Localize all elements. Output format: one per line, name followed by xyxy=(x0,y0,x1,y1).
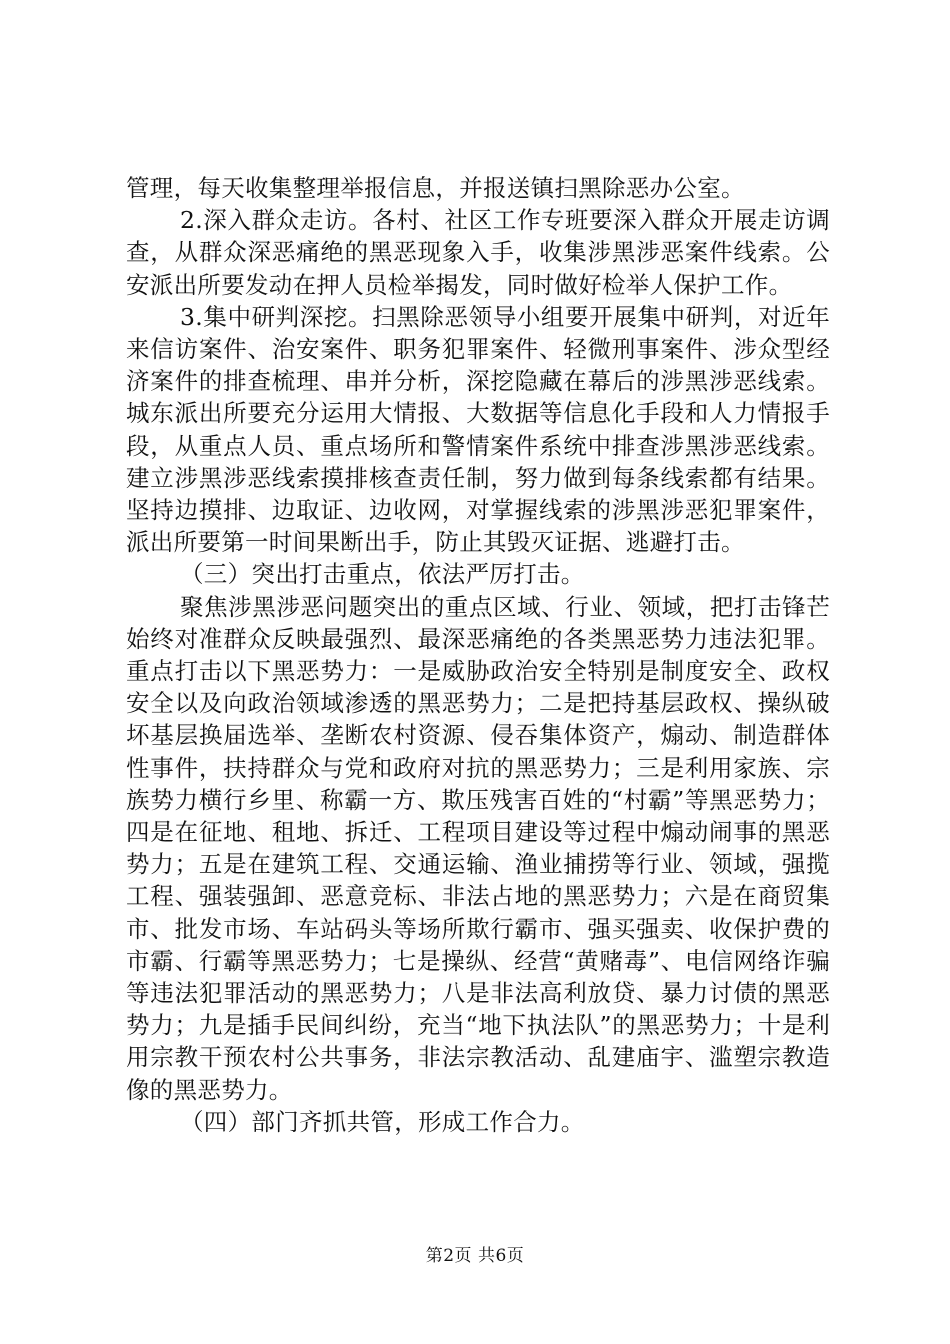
section-heading-3: （三）突出打击重点，依法严厉打击。 xyxy=(180,560,585,589)
paragraph-targets: 聚焦涉黑涉恶问题突出的重点区域、行业、领域，把打击锋芒始终对准群众反映最强烈、最深恶痛绝的各类黑恶势力违法犯罪。重点打击以下黑恶势力：一是威胁政治安全特别是制度安全、政权安全以及向政治领域渗透的黑恶势力；二是把持基层政权、操纵破坏基层换届选举、垄断农村资源、侵吞集体资产，煽动、制造群体性事件，扶持群众与党和政府对抗的黑恶势力；三是利用家族、宗族势力横行乡里、称霸一方、欺压残害百姓的“村霸”等黑恶势力；四是在征地、租地、拆迁、工程项目建设等过程中煽动闹事的黑恶势力；五是在建筑工程、交通运输、渔业捕捞等行业、领域，强揽工程、强装强卸、恶意竞标、非法占地的黑恶势力；六是在商贸集市、批发市场、车站码头等场所欺行霸市、强买强卖、收保护费的市霸、行霸等黑恶势力；七是操纵、经营“黄赌毒”、电信网络诈骗等违法犯罪活动的黑恶势力；八是非法高利放贷、暴力讨债的黑恶势力；九是插手民间纠纷，充当“地下执法队”的黑恶势力；十是利用宗教干预农村公共事务，非法宗教活动、乱建庙宇、滥塑宗教造像的黑恶势力。 xyxy=(126,592,830,1104)
page-number-footer: 第2页 共6页 xyxy=(425,1246,525,1266)
section-heading-4: （四）部门齐抓共管，形成工作合力。 xyxy=(180,1107,585,1136)
paragraph-item-3: 3.集中研判深挖。扫黑除恶领导小组要开展集中研判，对近年来信访案件、治安案件、职务犯罪案件、轻微刑事案件、涉众型经济案件的排查梳理、串并分析，深挖隐藏在幕后的涉黑涉恶线索。城东派出所要充分运用大情报、大数据等信息化手段和人力情报手段，从重点人员、重点场所和警情案件系统中排查涉黑涉恶线索。建立涉黑涉恶线索摸排核查责任制，努力做到每条线索都有结果。坚持边摸排、边取证、边收网，对掌握线索的涉黑涉恶犯罪案件，派出所要第一时间果断出手，防止其毁灭证据、逃避打击。 xyxy=(126,302,830,557)
document-body xyxy=(126,172,830,1138)
paragraph-item-2: 2.深入群众走访。各村、社区工作专班要深入群众开展走访调查，从群众深恶痛绝的黑恶现象入手，收集涉黑涉恶案件线索。公安派出所要发动在押人员检举揭发，同时做好检举人保护工作。 xyxy=(126,206,830,299)
paragraph-continuation: 管理，每天收集整理举报信息，并报送镇扫黑除恶办公室。 xyxy=(126,174,745,202)
